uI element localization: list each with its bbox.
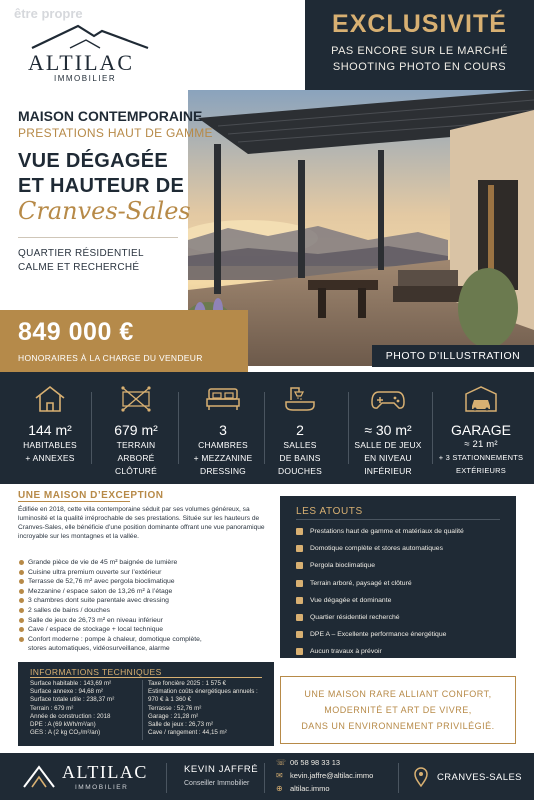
feature-divider: [178, 392, 179, 464]
description-text: Édifiée en 2018, cette villa contemporaine séduit par ses volumes généreux, sa luminosité et la qualité irréprochable de ses prestations. Située sur les hauteurs de Cranves-Sales, elle bénéficie d’une position dominante offrant une vue panoramique incroyable sur les montagnes et la vallée.: [18, 506, 265, 540]
check-icon: [296, 562, 303, 569]
headline-line-1: VUE DÉGAGÉE: [18, 150, 168, 172]
list-item: DPE A – Excellente performance énergétique: [296, 626, 464, 643]
highlights-list: [18, 558, 280, 654]
list-item: 3 chambres dont suite parentale avec dressing: [18, 596, 280, 606]
list-item: Cave / espace de stockage + local technique: [18, 625, 280, 635]
list-item: Terrain arboré, paysagé et clôturé: [296, 575, 464, 592]
bed-icon: [205, 384, 241, 414]
price: 849 000 €: [18, 318, 134, 346]
globe-icon: ⊕: [276, 784, 283, 793]
feature-divider: [91, 392, 92, 464]
photo-illustration-label: PHOTO D’ILLUSTRATION: [372, 345, 534, 367]
check-icon: [296, 528, 303, 535]
list-item: Terrasse de 52,76 m² avec pergola bioclimatique: [18, 577, 280, 587]
tagline-line-3: DANS UN ENVIRONNEMENT PRIVILÉGIÉ.: [301, 721, 495, 731]
exclusive-title: EXCLUSIVITÉ: [332, 10, 507, 38]
check-icon: [296, 648, 303, 655]
list-item: Domotique complète et stores automatiques: [296, 540, 464, 557]
list-item: Grande pièce de vie de 45 m² baignée de lumière: [18, 558, 280, 568]
strengths-list: [296, 523, 464, 661]
check-icon: [296, 614, 303, 621]
property-type: MAISON CONTEMPORAINE: [18, 108, 203, 124]
house-icon: [33, 384, 67, 414]
footer-location: CRANVES-SALES: [413, 767, 522, 787]
divider: [264, 763, 265, 793]
headline-line-2: ET HAUTEUR DE: [18, 175, 185, 197]
brand-subtitle: IMMOBILIER: [54, 74, 117, 83]
list-item: Prestations haut de gamme et matériaux de qualité: [296, 523, 464, 540]
footer-brand: ALTILAC: [62, 762, 148, 782]
list-item: Cuisine ultra premium ouverte sur l’extérieur: [18, 568, 280, 578]
tagline-box: [280, 676, 516, 744]
description-underline: [18, 501, 130, 502]
list-item: Mezzanine / espace salon de 13,26 m² à l’étage: [18, 587, 280, 597]
feature-gameroom: ≈ 30 m² SALLE DE JEUX EN NIVEAU INFÉRIEUR: [346, 384, 430, 477]
technical-info-right: Taxe foncière 2025 : 1 575 € Estimation coûts énergétiques annuels : 970 € à 1 360 € Terrasse : 52,76 m² Garage : 21,28 m² Salle de jeux : 26,73 m² Cave / rangement : 44,15 m²: [148, 680, 258, 737]
strengths-box: [280, 496, 516, 658]
quarter-line-1: QUARTIER RÉSIDENTIEL: [18, 248, 144, 259]
list-item: 2 salles de bains / douches: [18, 606, 280, 616]
description-title: UNE MAISON D’EXCEPTION: [18, 490, 164, 501]
watermark: être propre: [14, 6, 83, 21]
gamepad-icon: [370, 384, 406, 414]
property-standing: PRESTATIONS HAUT DE GAMME: [18, 126, 213, 140]
agent-name: KEVIN JAFFRÉ: [184, 764, 259, 775]
list-item: Aucun travaux à prévoir: [296, 643, 464, 660]
divider: [398, 763, 399, 793]
email-link[interactable]: ✉ kevin.jaffre@altilac.immo: [276, 771, 374, 780]
technical-info-title: INFORMATIONS TECHNIQUES: [30, 667, 162, 677]
phone-link[interactable]: ☏ 06 58 98 33 13: [276, 758, 341, 767]
exclusive-line-1: PAS ENCORE SUR LE MARCHÉ: [331, 45, 508, 57]
logo-mountain-icon: [30, 22, 150, 50]
shower-icon: [283, 384, 317, 414]
agent-role: Conseiller Immobilier: [184, 780, 250, 787]
brand-logo: ALTILAC: [28, 50, 135, 75]
website-link[interactable]: ⊕ altilac.immo: [276, 784, 330, 793]
divider: [18, 237, 178, 238]
feature-garage: GARAGE ≈ 21 m² + 3 STATIONNEMENTS EXTÉRIEURS: [434, 384, 528, 477]
quarter-line-2: CALME ET RECHERCHÉ: [18, 262, 140, 273]
check-icon: [296, 631, 303, 638]
divider: [30, 677, 262, 678]
land-icon: [119, 384, 153, 414]
check-icon: [296, 580, 303, 587]
exclusive-banner: [305, 0, 534, 90]
phone-icon: ☏: [276, 758, 287, 767]
tagline-line-2: MODERNITÉ ET ART DE VIVRE,: [324, 705, 472, 715]
location-pin-icon: [413, 767, 429, 787]
check-icon: [296, 597, 303, 604]
list-item: Confort moderne : pompe à chaleur, domotique complète,: [18, 635, 280, 645]
fees-note: HONORAIRES À LA CHARGE DU VENDEUR: [18, 353, 203, 363]
technical-info-left: Surface habitable : 143,69 m² Surface annexe : 94,68 m² Surface totale utile : 238,37 m² Terrain : 679 m² Année de construction : 2018 DPE : A (69 kWh/m²/an) GES : A (2 kg CO₂/m²/an): [30, 680, 115, 737]
list-item: Pergola bioclimatique: [296, 557, 464, 574]
technical-info-box: [18, 662, 274, 746]
feature-surface: 144 m² HABITABLES + ANNEXES: [8, 384, 92, 464]
list-item: stores automatiques, vidéosurveillance, alarme: [28, 645, 170, 653]
strengths-title: LES ATOUTS: [296, 506, 363, 517]
exclusive-line-2: SHOOTING PHOTO EN COURS: [332, 61, 507, 73]
feature-bathrooms: 2 SALLES DE BAINS DOUCHES: [258, 384, 342, 477]
check-icon: [296, 545, 303, 552]
garage-icon: [463, 384, 499, 414]
divider: [296, 519, 500, 520]
list-item: Vue dégagée et dominante: [296, 592, 464, 609]
divider: [166, 763, 167, 793]
logo-mountain-icon: [22, 763, 56, 791]
mail-icon: ✉: [276, 771, 283, 780]
footer: [0, 753, 534, 800]
list-item: Salle de jeux de 26,73 m² en niveau inférieur: [18, 616, 280, 626]
feature-bedrooms: 3 CHAMBRES + MEZZANINE DRESSING: [181, 384, 265, 477]
tagline-line-1: UNE MAISON RARE ALLIANT CONFORT,: [304, 689, 492, 699]
feature-divider: [432, 392, 433, 464]
list-item: Quartier résidentiel recherché: [296, 609, 464, 626]
footer-brand-subtitle: IMMOBILIER: [75, 784, 129, 791]
headline-location: Cranves-Sales: [18, 197, 191, 225]
divider: [142, 680, 143, 740]
feature-land: 679 m² TERRAIN ARBORÉ CLÔTURÉ: [94, 384, 178, 477]
